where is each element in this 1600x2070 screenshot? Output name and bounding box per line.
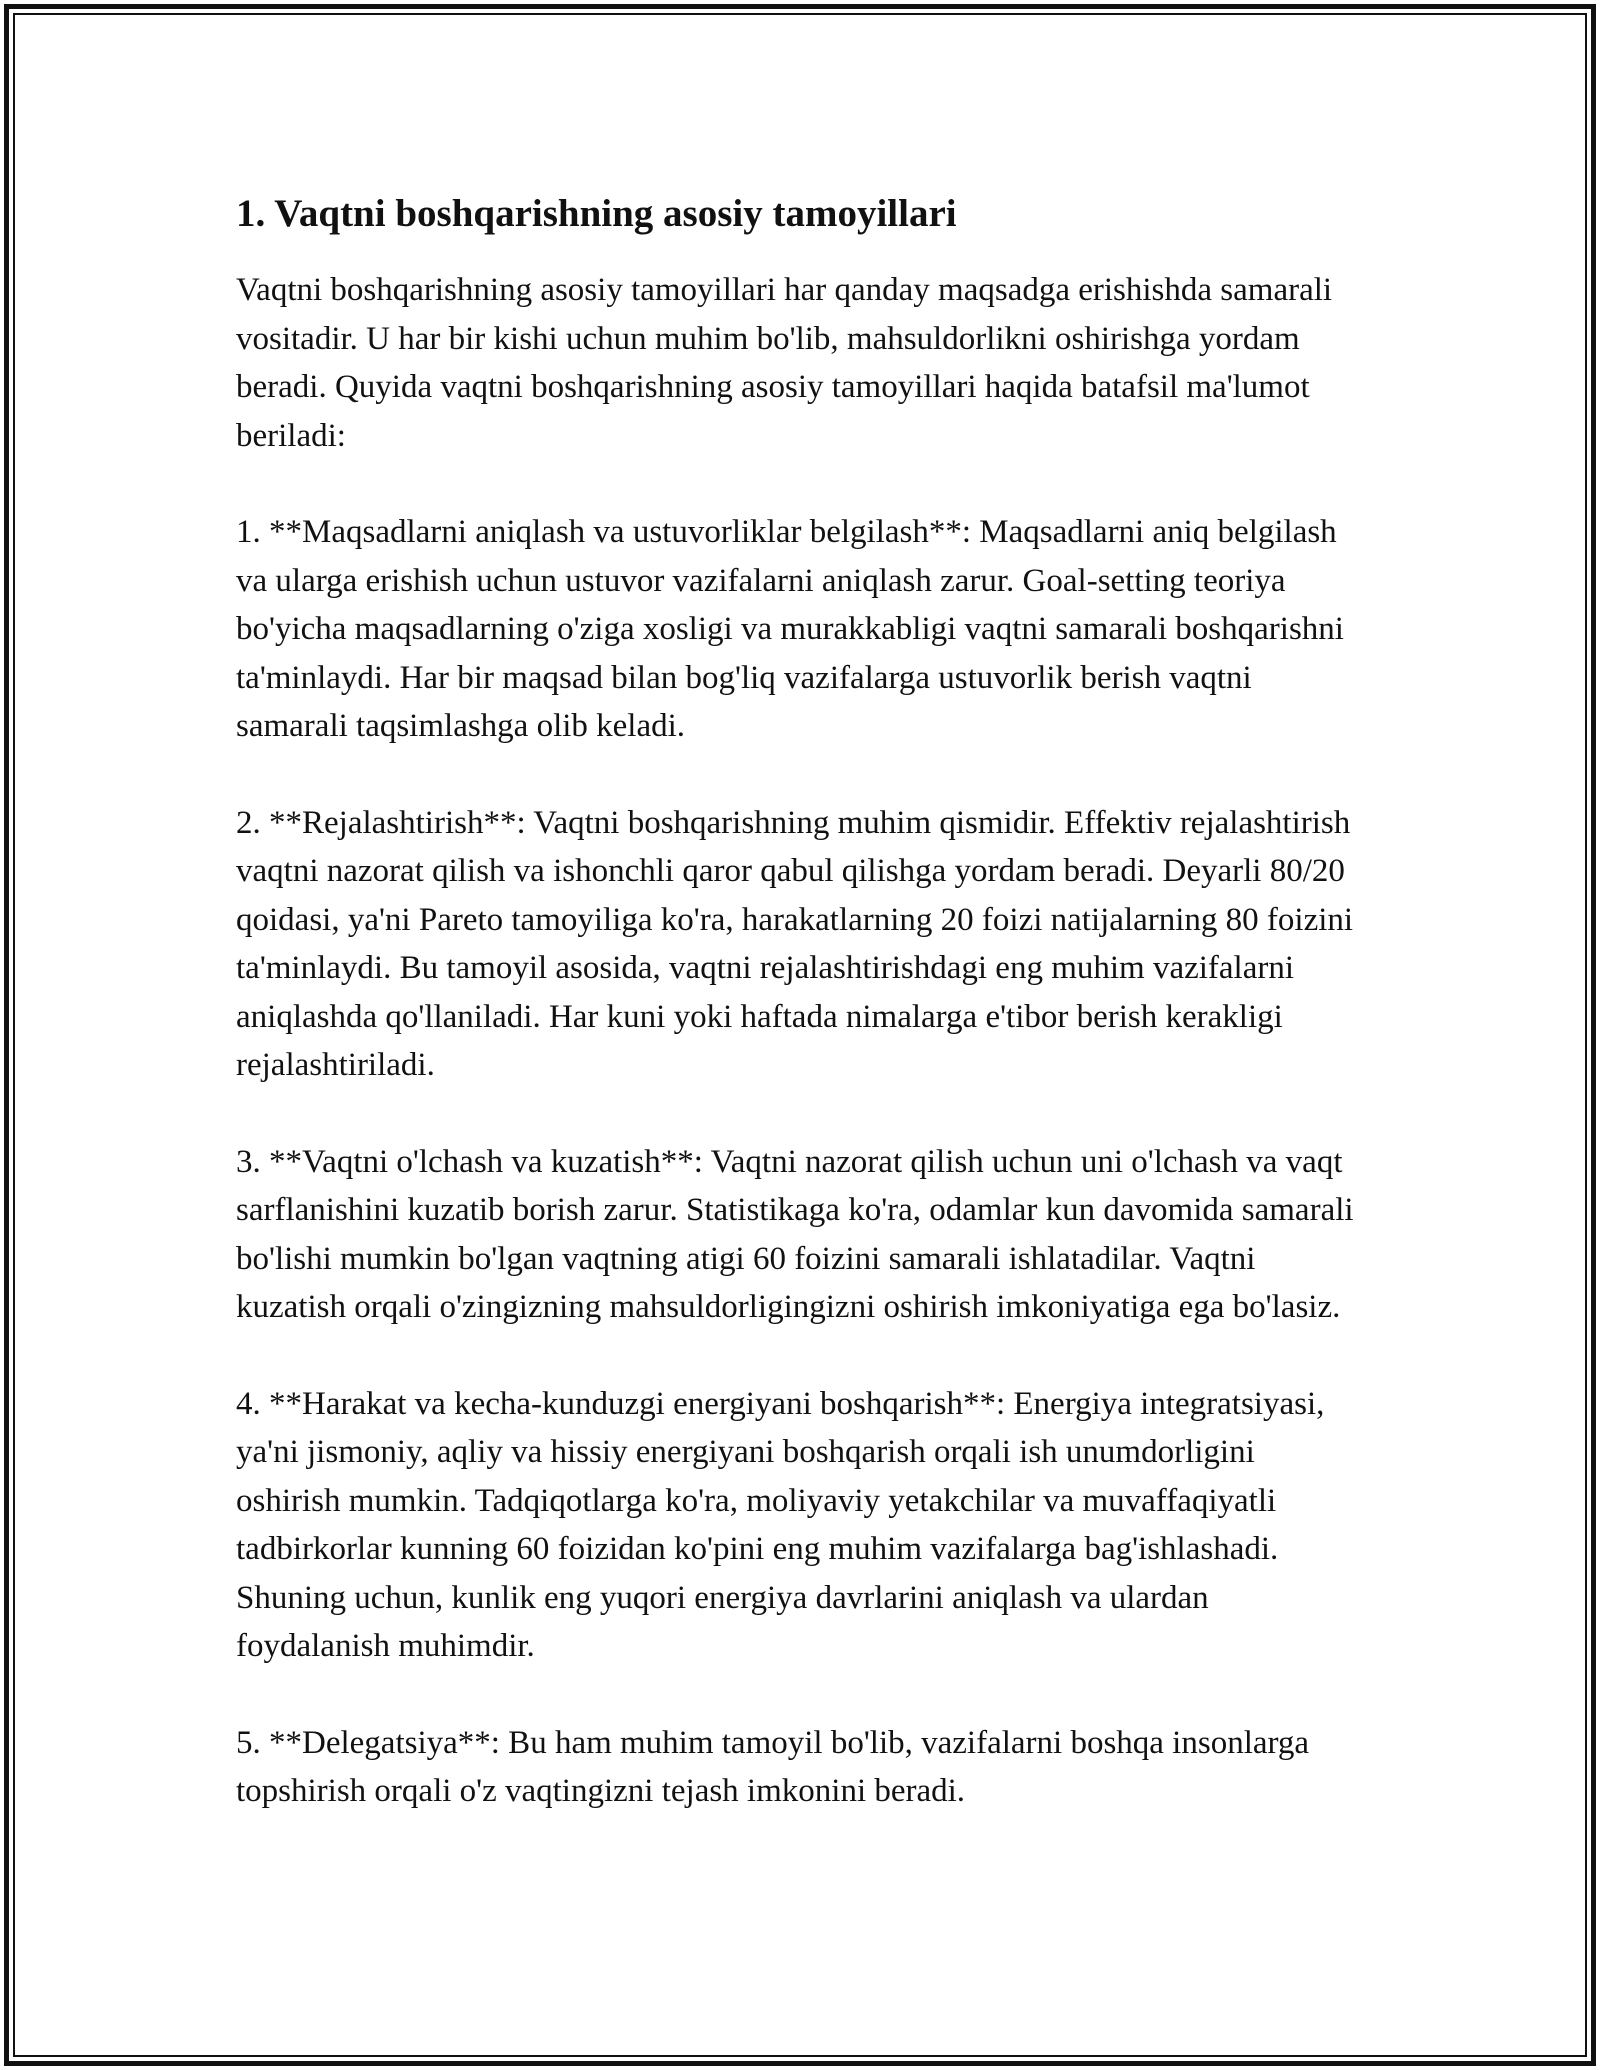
principle-time-tracking-paragraph: 3. **Vaqtni o'lchash va kuzatish**: Vaqtni nazorat qilish uchun uni o'lchash va vaqt sarflanishini kuzatib borish zarur. Statistikaga ko'ra, odamlar kun davomida samarali bo'lishi mumkin bo'lgan vaqtning atigi 60 foizini samarali ishlatadilar. Vaqtni kuzatish orqali o'zingizning mahsuldorligingizni oshirish imkoniyatiga ega bo'lasiz. bbox=[236, 1143, 1354, 1325]
document-body bbox=[236, 186, 1366, 1864]
principle-planning-paragraph: 2. **Rejalashtirish**: Vaqtni boshqarishning muhim qismidir. Effektiv rejalashtirish vaqtni nazorat qilish va ishonchli qaror qabul qilishga yordam beradi. Deyarli 80/20 qoidasi, ya'ni Pareto tamoyiliga ko'ra, harakatlarning 20 foizi natijalarning 80 foizini ta'minlaydi. Bu tamoyil asosida, vaqtni rejalashtirishdagi eng muhim vazifalarni aniqlashda qo'llaniladi. Har kuni yoki haftada nimalarga e'tibor berish kerakligi rejalashtiriladi. bbox=[236, 804, 1354, 1083]
intro-paragraph: Vaqtni boshqarishning asosiy tamoyillari har qanday maqsadga erishishda samarali vositadir. U har bir kishi uchun muhim bo'lib, mahsuldorlikni oshirishga yordam beradi. Quyida vaqtni boshqarishning asosiy tamoyillari haqida batafsil ma'lumot beriladi: bbox=[236, 272, 1333, 454]
section-title: 1. Vaqtni boshqarishning asosiy tamoyillari bbox=[236, 192, 957, 235]
principle-goal-setting-paragraph: 1. **Maqsadlarni aniqlash va ustuvorliklar belgilash**: Maqsadlarni aniq belgilash va ularga erishish uchun ustuvor vazifalarni aniqlash zarur. Goal-setting teoriya bo'yicha maqsadlarning o'ziga xosligi va murakkabligi vaqtni samarali boshqarishni ta'minlaydi. Har bir maqsad bilan bog'liq vazifalarga ustuvorlik berish vaqtni samarali taqsimlashga olib keladi. bbox=[236, 514, 1344, 744]
principle-delegation-paragraph: 5. **Delegatsiya**: Bu ham muhim tamoyil bo'lib, vazifalarni boshqa insonlarga topshirish orqali o'z vaqtingizni tejash imkonini beradi. bbox=[236, 1724, 1310, 1809]
principle-energy-management-paragraph: 4. **Harakat va kecha-kunduzgi energiyani boshqarish**: Energiya integratsiyasi, ya'ni jismoniy, aqliy va hissiy energiyani boshqarish orqali ish unumdorligini oshirish mumkin. Tadqiqotlarga ko'ra, moliyaviy yetakchilar va muvaffaqiyatli tadbirkorlar kunning 60 foizidan ko'pini eng muhim vazifalarga bag'ishlashadi. Shuning uchun, kunlik eng yuqori energiya davrlarini aniqlash va ulardan foydalanish muhimdir. bbox=[236, 1385, 1325, 1664]
